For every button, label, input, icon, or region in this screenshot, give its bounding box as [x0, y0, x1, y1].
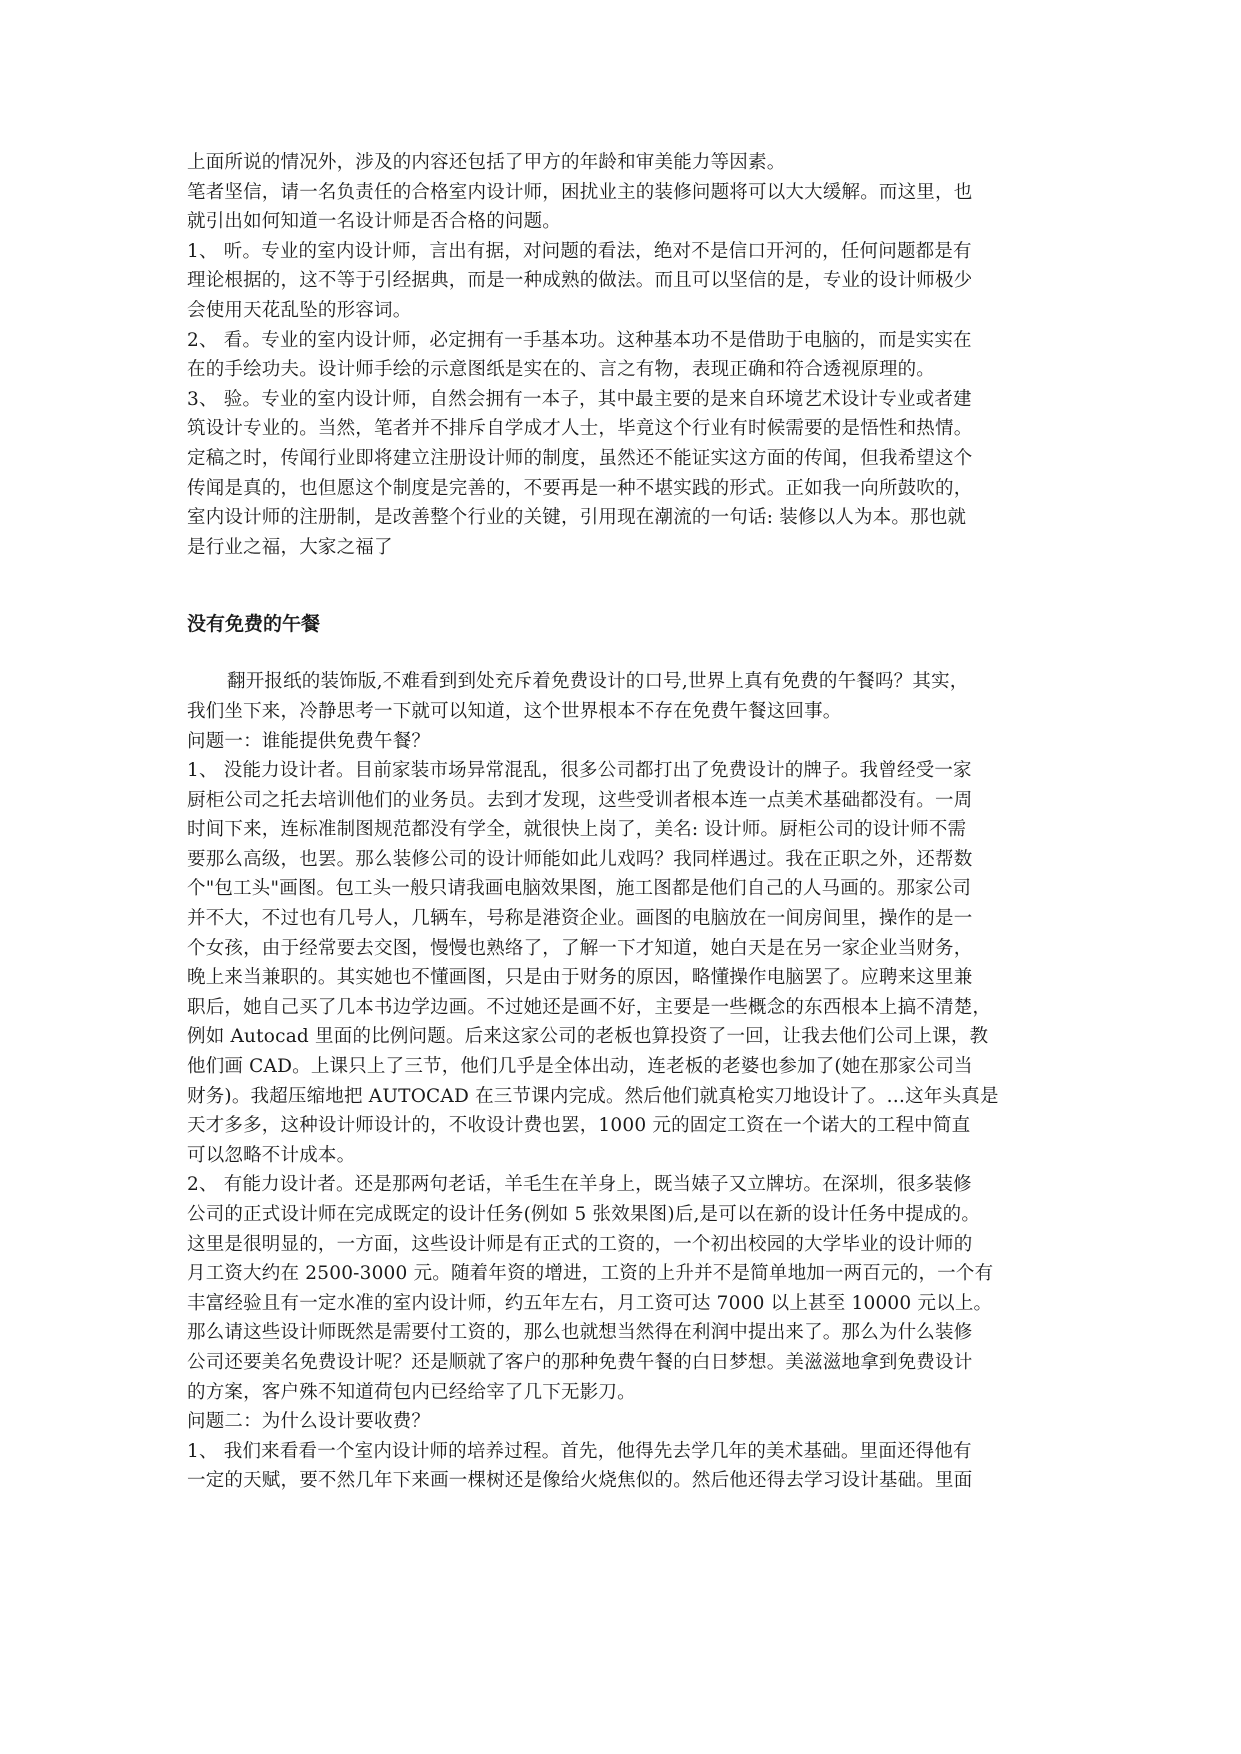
paragraph-first-line: 翻开报纸的装饰版,不难看到到处充斥着免费设计的口号,世界上真有免费的午餐吗？其实， — [227, 671, 969, 693]
section-heading: 没有免费的午餐 — [187, 613, 321, 636]
text-line: 这里是很明显的，一方面，这些设计师是有正式的工资的，一个初出校园的大学毕业的设计师的 — [187, 1233, 973, 1255]
text-line: 公司的正式设计师在完成既定的设计任务(例如 5 张效果图)后,是可以在新的设计任务中提成的。 — [187, 1204, 981, 1225]
text-line: 筑设计专业的。当然，笔者并不排斥自学成才人士，毕竟这个行业有时候需要的是悟性和热情。 — [187, 418, 973, 440]
text-line: 1、 我们来看看一个室内设计师的培养过程。首先，他得先去学几年的美术基础。里面还得他有 — [187, 1440, 972, 1462]
text-line: 的方案，客户殊不知道荷包内已经给宰了几下无影刀。 — [187, 1381, 636, 1403]
text-line: 公司还要美名免费设计呢？还是顺就了客户的那种免费午餐的白日梦想。美滋滋地拿到免费设计 — [187, 1351, 973, 1373]
text-line: 月工资大约在 2500-3000 元。随着年资的增进，工资的上升并不是简单地加一两百元的，一个有 — [187, 1263, 994, 1285]
text-line: 可以忽略不计成本。 — [187, 1144, 356, 1166]
text-line: 问题二：为什么设计要收费？ — [187, 1411, 431, 1433]
text-line: 财务)。我超压缩地把 AUTOCAD 在三节课内完成。然后他们就真枪实刀地设计了。…这年头真是 — [187, 1085, 999, 1107]
text-line: 在的手绘功夫。设计师手绘的示意图纸是实在的、言之有物，表现正确和符合透视原理的。 — [187, 359, 936, 381]
text-line: 就引出如何知道一名设计师是否合格的问题。 — [187, 211, 562, 233]
text-line: 并不大，不过也有几号人，几辆车，号称是港资企业。画图的电脑放在一间房间里，操作的是一 — [187, 908, 973, 930]
text-line: 定稿之时，传闻行业即将建立注册设计师的制度，虽然还不能证实这方面的传闻，但我希望这个 — [187, 447, 973, 469]
text-line: 会使用天花乱坠的形容词。 — [187, 299, 412, 321]
text-line: 天才多多，这种设计师设计的，不收设计费也罢，1000 元的固定工资在一个诺大的工程中简直 — [187, 1115, 971, 1137]
text-line: 职后，她自己买了几本书边学边画。不过她还是画不好，主要是一些概念的东西根本上搞不清楚， — [187, 996, 992, 1018]
text-line: 那么请这些设计师既然是需要付工资的，那么也就想当然得在利润中提出来了。那么为什么装修 — [187, 1322, 973, 1344]
text-line: 笔者坚信，请一名负责任的合格室内设计师，困扰业主的装修问题将可以大大缓解。而这里，也 — [187, 181, 973, 203]
text-line: 一定的天赋，要不然几年下来画一棵树还是像给火烧焦似的。然后他还得去学习设计基础。里面 — [187, 1470, 973, 1492]
text-line: 晚上来当兼职的。其实她也不懂画图，只是由于财务的原因，略懂操作电脑罢了。应聘来这里兼 — [187, 967, 973, 989]
section-free-lunch — [187, 667, 1059, 1496]
text-line: 1、 听。专业的室内设计师，言出有据，对问题的看法，绝对不是信口开河的，任何问题都是有 — [187, 240, 972, 262]
text-line: 时间下来，连标准制图规范都没有学全，就很快上岗了，美名: 设计师。厨柜公司的设计师不需 — [187, 819, 967, 841]
text-line: 个女孩，由于经常要去交图，慢慢也熟络了，了解一下才知道，她白天是在另一家企业当财务， — [187, 937, 973, 959]
section-intro — [187, 148, 1059, 562]
text-line: 我们坐下来，冷静思考一下就可以知道，这个世界根本不存在免费午餐这回事。 — [187, 700, 842, 722]
text-line: 传闻是真的，也但愿这个制度是完善的，不要再是一种不堪实践的形式。正如我一向所鼓吹的， — [187, 477, 973, 499]
text-line: 3、 验。专业的室内设计师，自然会拥有一本子，其中最主要的是来自环境艺术设计专业或者建 — [187, 388, 972, 410]
document-page — [187, 148, 1059, 1496]
text-line: 上面所说的情况外，涉及的内容还包括了甲方的年龄和审美能力等因素。 — [187, 152, 786, 173]
text-line: 他们画 CAD。上课只上了三节，他们几乎是全体出动，连老板的老婆也参加了(她在那家公司当 — [187, 1056, 973, 1078]
text-line: 1、 没能力设计者。目前家装市场异常混乱，很多公司都打出了免费设计的牌子。我曾经受一家 — [187, 760, 972, 782]
text-line: 是行业之福，大家之福了 — [187, 536, 393, 558]
text-line: 丰富经验且有一定水准的室内设计师，约五年左右，月工资可达 7000 以上甚至 10000 元以上。 — [187, 1292, 993, 1314]
text-line: 要那么高级，也罢。那么装修公司的设计师能如此儿戏吗？我同样遇过。我在正职之外，还帮数 — [187, 848, 973, 870]
text-line: 厨柜公司之托去培训他们的业务员。去到才发现，这些受训者根本连一点美术基础都没有。一周 — [187, 789, 973, 811]
text-line: 2、 有能力设计者。还是那两句老话，羊毛生在羊身上，既当婊子又立牌坊。在深圳，很多装修 — [187, 1174, 972, 1196]
text-line: 室内设计师的注册制，是改善整个行业的关键，引用现在潮流的一句话: 装修以人为本。那也就 — [187, 507, 967, 529]
text-line: 问题一：谁能提供免费午餐？ — [187, 730, 431, 752]
text-line: 理论根据的，这不等于引经据典，而是一种成熟的做法。而且可以坚信的是，专业的设计师极少 — [187, 270, 973, 292]
text-line: 2、 看。专业的室内设计师，必定拥有一手基本功。这种基本功不是借助于电脑的，而是实实在 — [187, 329, 972, 351]
text-line: 个"包工头"画图。包工头一般只请我画电脑效果图，施工图都是他们自己的人马画的。那家公司 — [187, 878, 972, 900]
text-line: 例如 Autocad 里面的比例问题。后来这家公司的老板也算投资了一回，让我去他们公司上课，教 — [187, 1026, 989, 1048]
